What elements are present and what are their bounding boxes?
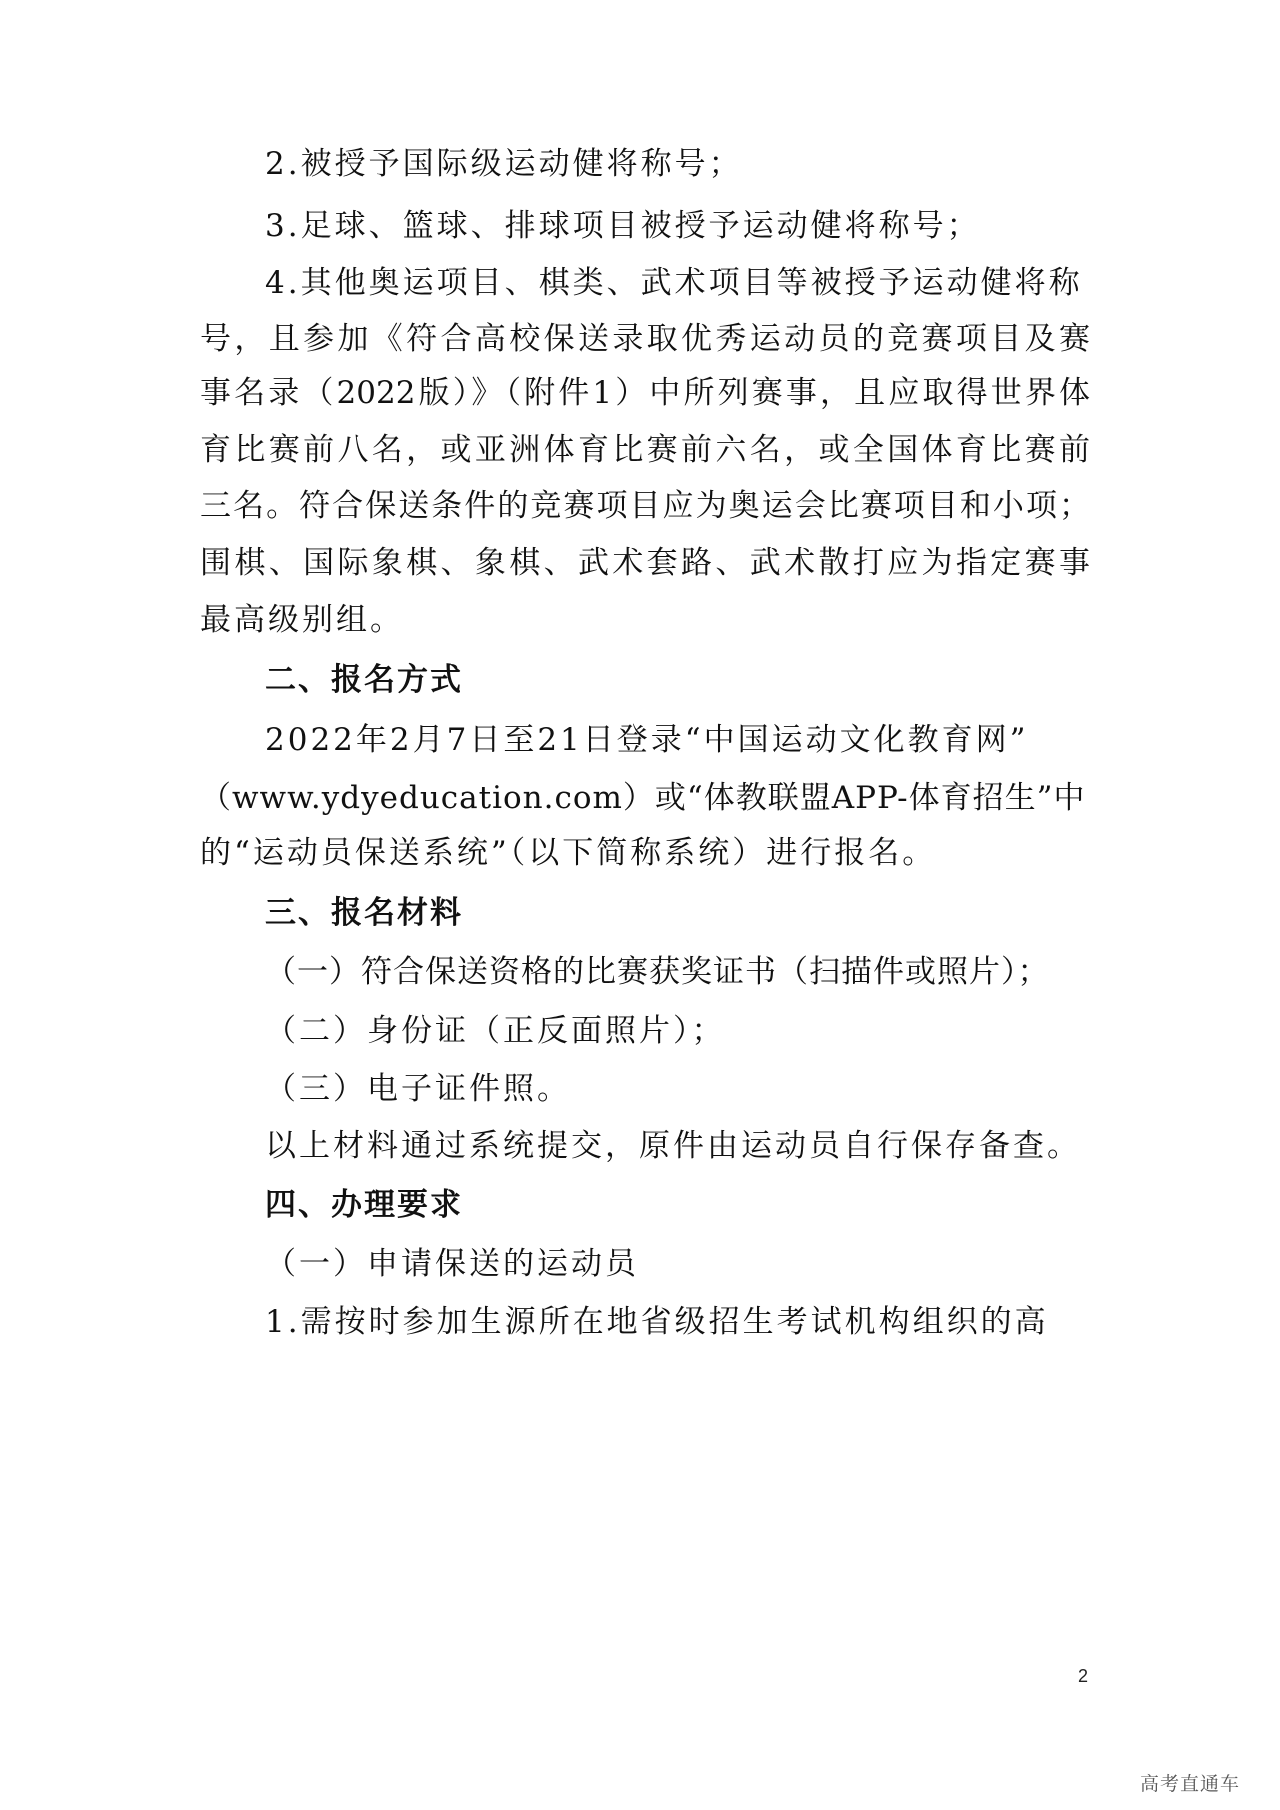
page-number: 2 (1078, 1666, 1089, 1686)
section-2-line-3: 的“运动员保送系统”（以下简称系统）进行报名。 (200, 835, 937, 871)
item-4-line-4: 育比赛前八名，或亚洲体育比赛前六名，或全国体育比赛前 (200, 432, 1090, 468)
section-3-item-2: （二）身份证（正反面照片）； (265, 1013, 726, 1049)
section-3-note: 以上材料通过系统提交，原件由运动员自行保存备查。 (265, 1128, 1081, 1164)
item-4-line-5: 三名。符合保送条件的竞赛项目应为奥运会比赛项目和小项； (200, 488, 1090, 524)
item-4-line-2: 号，且参加《符合高校保送录取优秀运动员的竞赛项目及赛 (200, 321, 1090, 357)
section-3-item-3: （三）电子证件照。 (265, 1071, 571, 1107)
section-4-heading: 四、办理要求 (265, 1187, 463, 1223)
section-2-line-1: 2022年2月7日至21日登录“中国运动文化教育网” (265, 722, 1029, 758)
section-4-item-1: 1.需按时参加生源所在地省级招生考试机构组织的高 (265, 1304, 1049, 1340)
section-3-item-1: （一）符合保送资格的比赛获奖证书（扫描件或照片）； (265, 954, 1050, 990)
section-3-heading: 三、报名材料 (265, 895, 463, 931)
item-4-line-3: 事名录（2022版）》（附件1）中所列赛事，且应取得世界体 (200, 375, 1090, 411)
item-4-line-6: 围棋、国际象棋、象棋、武术套路、武术散打应为指定赛事 (200, 545, 1090, 581)
item-2-text: 2.被授予国际级运动健将称号； (265, 146, 743, 182)
item-4-line-1: 4.其他奥运项目、棋类、武术项目等被授予运动健将称 (265, 265, 1083, 301)
section-2-heading: 二、报名方式 (265, 662, 463, 698)
section-4-subheading: （一）申请保送的运动员 (265, 1246, 639, 1282)
item-4-line-7: 最高级别组。 (200, 602, 404, 638)
watermark-text: 高考直通车 (1140, 1773, 1241, 1795)
item-3-text: 3.足球、篮球、排球项目被授予运动健将称号； (265, 208, 981, 244)
section-2-line-2: （www.ydyeducation.com）或“体教联盟APP-体育招生”中 (200, 780, 1086, 816)
